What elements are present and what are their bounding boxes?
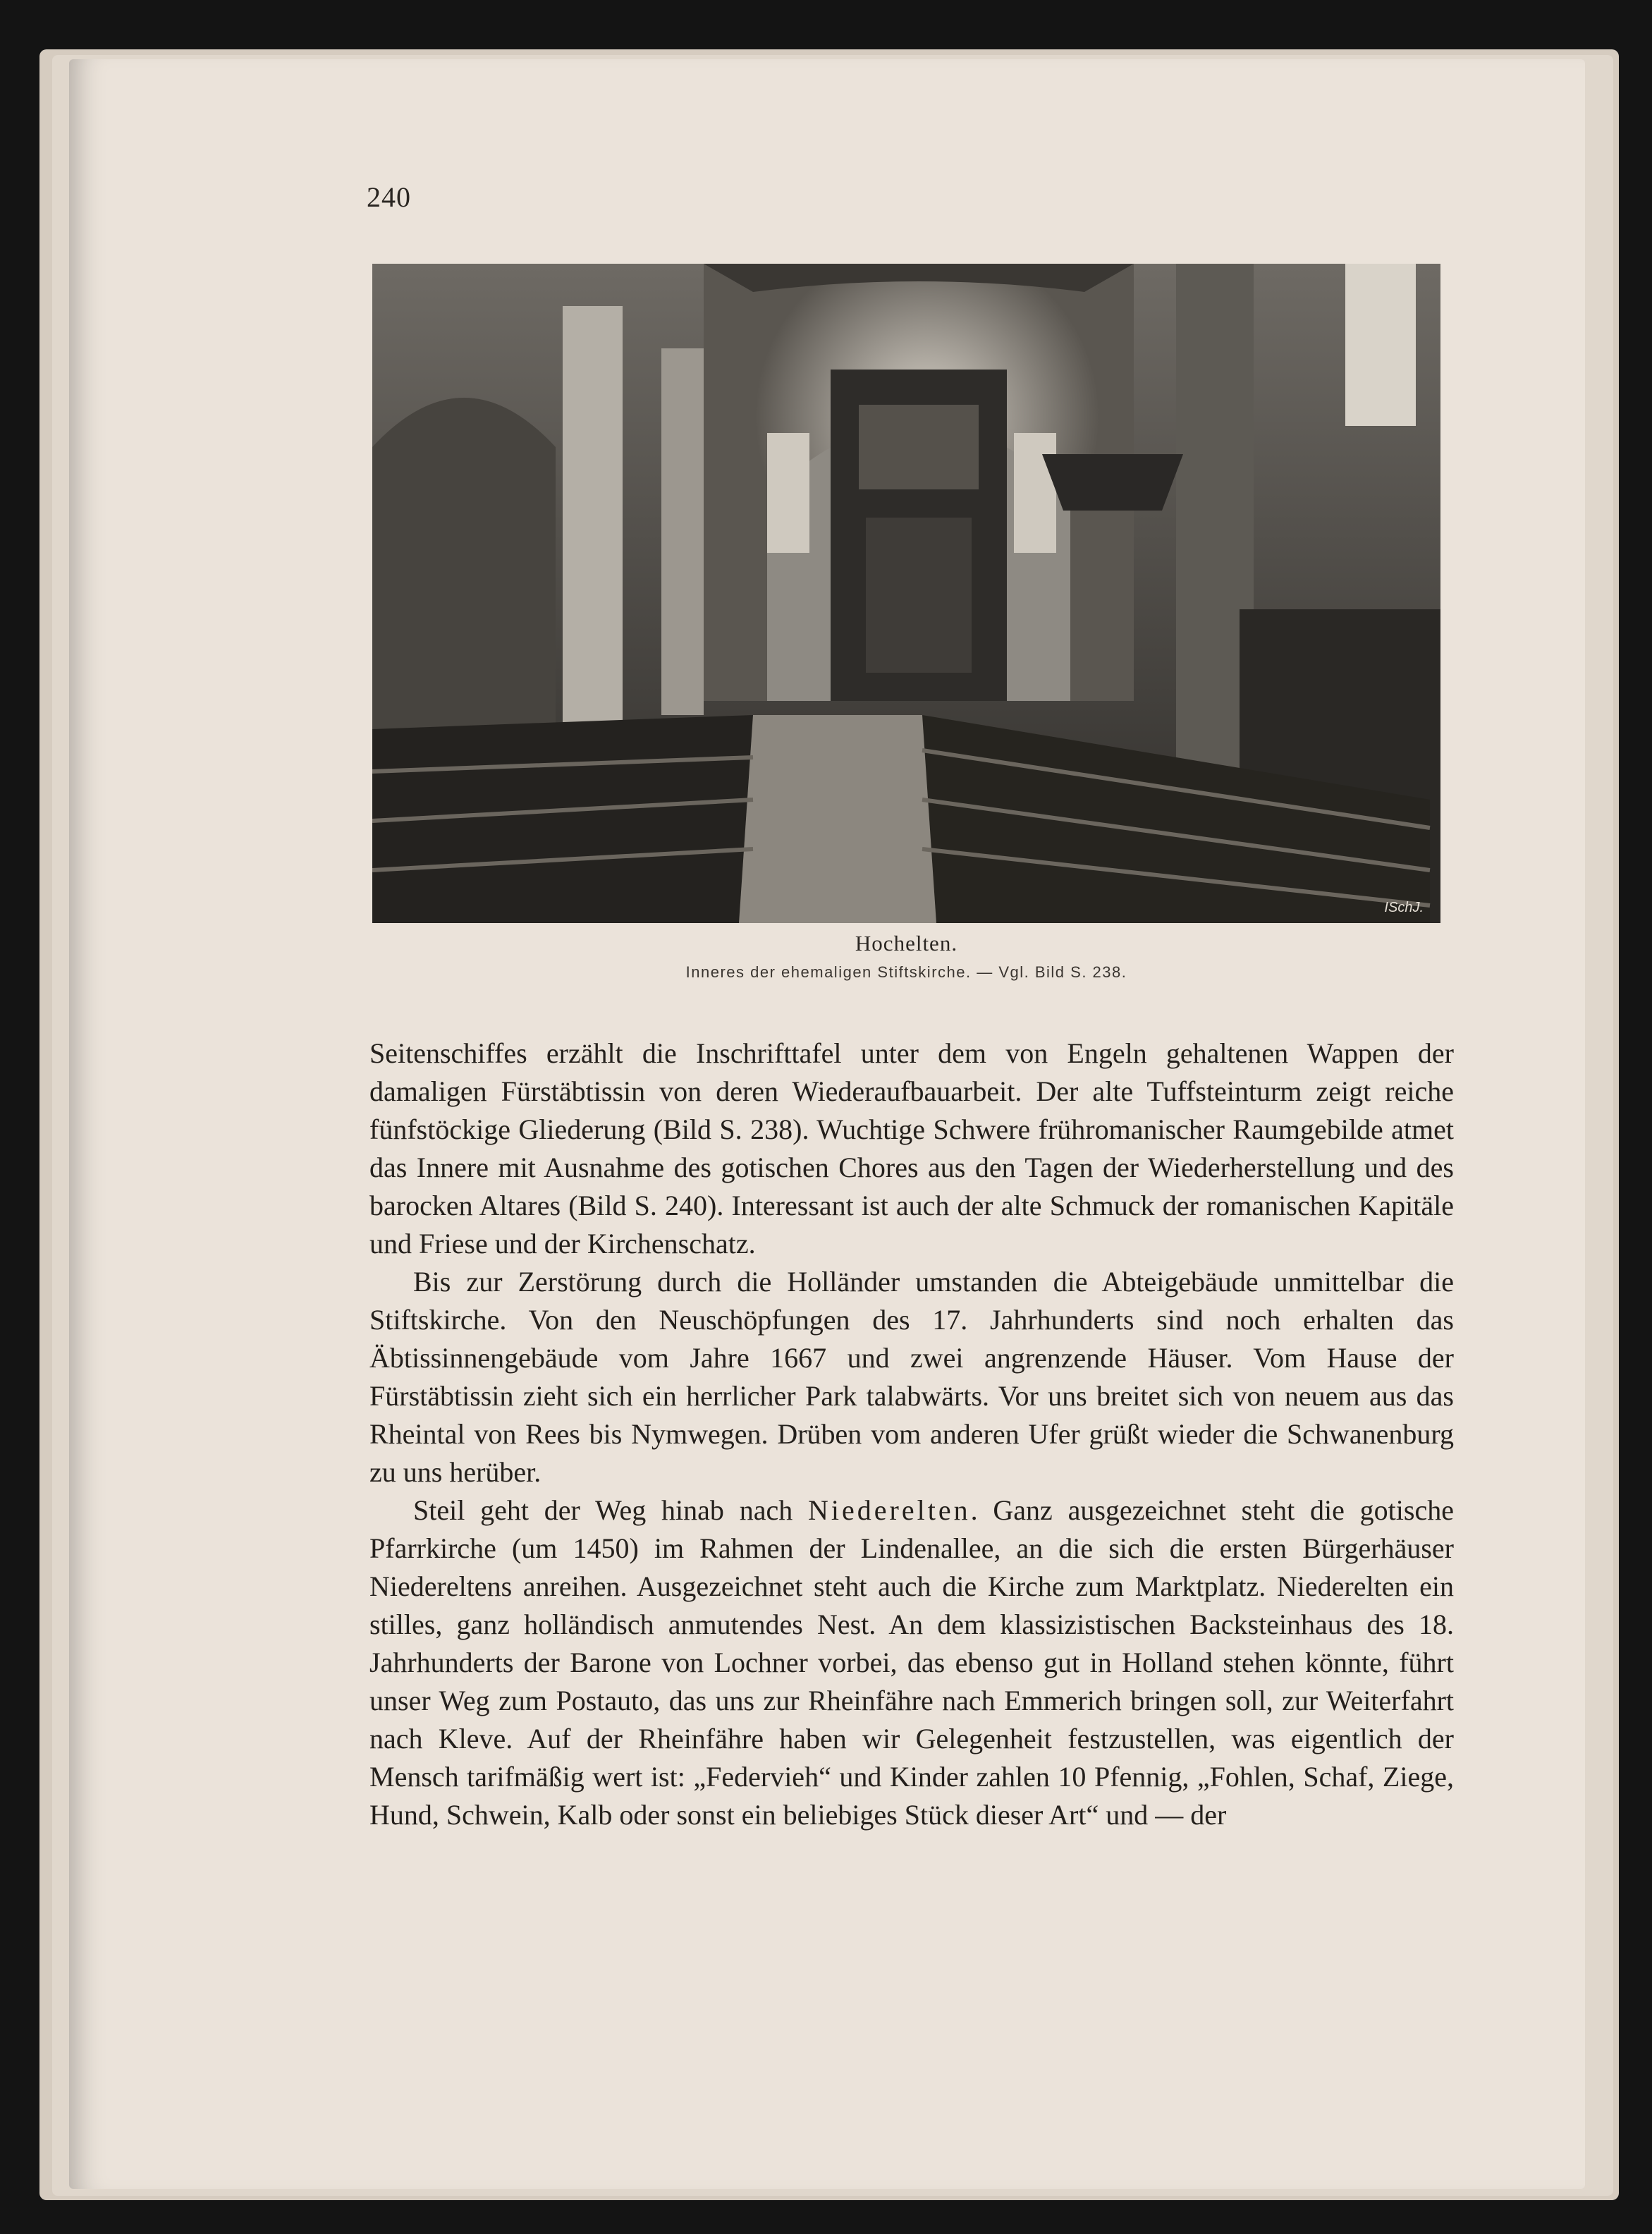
- choir-window-left: [767, 433, 809, 553]
- center-aisle: [739, 715, 936, 923]
- altar-crown: [859, 405, 979, 489]
- photographer-mark: ISchJ.: [1384, 900, 1424, 915]
- choir-window-right: [1014, 433, 1056, 553]
- arcade-left: [372, 398, 556, 757]
- page-number: 240: [367, 181, 411, 213]
- paragraph-1: Seitenschiffes erzählt die Inschrifttafel unter dem von Engeln gehaltenen Wappen der damaligen Fürstäbtissin von deren Wiederaufbauarbeit. Der alte Tuffsteinturm zeigt reiche fünfstöckige Gliederung (Bild S. 238). Wuchtige Schwere frühromanischer Raumgebilde atmet das Innere mit Ausnahme des gotischen Chores aus den Tagen der Wiederherstellung und des barocken Altares (Bild S. 240). Interessant ist auch der alte Schmuck der romanischen Kapitäle und Friese und der Kirchenschatz.: [369, 1037, 1454, 1259]
- body-text: [369, 1034, 1454, 1834]
- place-name-niederelten: Niederelten: [808, 1494, 971, 1526]
- church-interior-photo: [372, 264, 1440, 923]
- caption-subtitle: Inneres der ehemaligen Stiftskirche. — Vgl. Bild S. 238.: [685, 963, 1127, 981]
- paragraph-3: [369, 1491, 1454, 1834]
- pillar-left-2: [661, 348, 704, 715]
- paragraph-2: Bis zur Zerstörung durch die Holländer umstanden die Abteigebäude unmittelbar die Stiftskirche. Von den Neuschöpfungen des 17. Jahrhunderts sind noch erhalten das Äbtissinnengebäude vom Jahre 1667 und zwei angrenzende Häuser. Vom Hause der Fürstäbtissin zieht sich ein herrlicher Park talabwärts. Vor uns breitet sich von neuem aus das Rheintal von Rees bis Nymwegen. Drüben vom anderen Ufer grüßt wieder die Schwanenburg zu uns herüber.: [369, 1266, 1454, 1488]
- paragraph-3-rest: . Ganz ausgezeichnet steht die gotische Pfarrkirche (um 1450) im Rahmen der Lindenallee, an die sich die ersten Bürgerhäuser Niedereltens anreihen. Ausgezeichnet steht auch die Kirche zum Marktplatz. Niederelten ein stilles, ganz holländisch anmutendes Nest. An dem klassizistischen Backsteinhaus des 18. Jahrhunderts der Barone von Lochner vorbei, das ebenso gut in Holland stehen könnte, führt unser Weg zum Postauto, das uns zur Rheinfähre nach Emmerich bringen soll, zur Weiterfahrt nach Kleve. Auf der Rheinfähre haben wir Gelegenheit festzustellen, was eigentlich der Mensch tarifmäßig wert ist: „Federvieh“ und Kinder zahlen 10 Pfennig, „Fohlen, Schaf, Ziege, Hund, Schwein, Kalb oder sonst ein beliebiges Stück dieser Art“ und — der: [369, 1494, 1454, 1831]
- altar-retable: [866, 518, 972, 673]
- pulpit: [1042, 454, 1183, 511]
- paragraph-3-start: Steil geht der Weg hinab nach: [413, 1494, 793, 1526]
- pillar-left-1: [563, 306, 623, 729]
- nave-window: [1345, 264, 1416, 426]
- caption-title: Hochelten.: [855, 931, 958, 956]
- church-interior-illustration: [372, 264, 1440, 923]
